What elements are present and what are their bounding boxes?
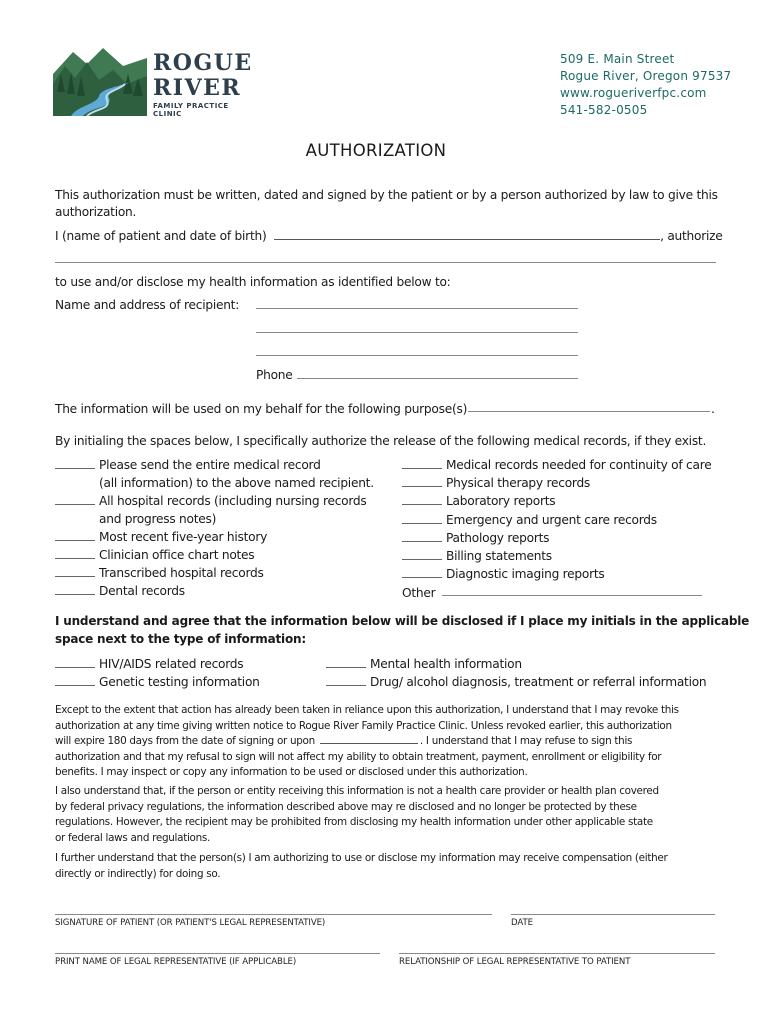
other-field[interactable] — [442, 595, 702, 596]
initial-field[interactable] — [326, 675, 366, 686]
phone-label: Phone — [256, 368, 293, 382]
record-item-entire-cont — [55, 474, 374, 492]
initial-field[interactable] — [402, 458, 442, 469]
patient-name-row — [55, 228, 723, 245]
recipient-field-1[interactable] — [256, 308, 578, 309]
sensitive-left-column — [55, 655, 260, 691]
address-website: www.rogueriverfpc.com — [560, 86, 707, 100]
record-item-history — [55, 528, 374, 546]
logo-line-subtitle: FAMILY PRACTICE CLINIC — [153, 102, 229, 118]
address-city: Rogue River, Oregon 97537 — [560, 69, 732, 83]
sensitive-item-hiv — [55, 655, 260, 673]
patient-signature-label: SIGNATURE OF PATIENT (OR PATIENT'S LEGAL REPRESENTATIVE) — [55, 918, 326, 928]
record-item-lab — [402, 492, 711, 510]
initial-field[interactable] — [402, 567, 442, 578]
record-item-chart — [55, 546, 374, 564]
relationship-label: RELATIONSHIP OF LEGAL REPRESENTATIVE TO PATIENT — [399, 957, 631, 967]
record-label: Please send the entire medical record — [99, 458, 321, 472]
intro-line-1: This authorization must be written, dated and signed by the patient or by a person authorized by law to give this — [55, 188, 718, 202]
record-label: Diagnostic imaging reports — [446, 567, 605, 582]
record-label: Transcribed hospital records — [99, 566, 264, 580]
record-label: All hospital records (including nursing records — [99, 494, 367, 508]
recipient-field-2[interactable] — [256, 332, 578, 333]
record-label: Clinician office chart notes — [99, 548, 255, 562]
divider-line — [55, 262, 716, 263]
record-item-hospital-cont — [55, 510, 374, 528]
record-item-emergency — [402, 511, 711, 529]
legal-line: benefits. I may inspect or copy any information to be used or disclosed under this authorization. — [55, 766, 528, 779]
sensitive-heading-2: space next to the type of information: — [55, 632, 306, 646]
logo-line-river: RIVER — [153, 75, 242, 101]
record-item-other — [402, 584, 711, 602]
patient-name-label: I (name of patient and date of birth) — [55, 229, 267, 243]
address-street: 509 E. Main Street — [560, 52, 675, 66]
record-item-imaging — [402, 565, 711, 583]
initial-field[interactable] — [55, 657, 95, 668]
logo-line-rogue: ROGUE — [153, 50, 253, 76]
purpose-label: The information will be used on my behalf for the following purpose(s) — [55, 402, 468, 416]
initial-field[interactable] — [402, 531, 442, 542]
legal-line: by federal privacy regulations, the information described above may re disclosed and no longer be protected by these — [55, 800, 637, 813]
legal-line: directly or indirectly) for doing so. — [55, 867, 221, 880]
record-item-pathology — [402, 529, 711, 547]
record-item-continuity — [402, 456, 711, 474]
intro-line-2: authorization. — [55, 205, 137, 219]
initial-field[interactable] — [55, 548, 95, 559]
initial-field[interactable] — [55, 530, 95, 541]
legal-line: or federal laws and regulations. — [55, 831, 211, 844]
legal-line: authorization and that my refusal to sign will not affect my ability to obtain treatment, payment, enrollment or eligibility for — [55, 750, 662, 763]
patient-signature-field[interactable] — [55, 914, 492, 915]
print-name-label: PRINT NAME OF LEGAL REPRESENTATIVE (IF APPLICABLE) — [55, 957, 297, 967]
river-landscape-icon — [53, 44, 147, 116]
sensitive-label: Drug/ alcohol diagnosis, treatment or referral information — [370, 675, 707, 689]
initial-field[interactable] — [402, 476, 442, 487]
phone-row — [256, 367, 293, 384]
record-item-hospital — [55, 492, 374, 510]
legal-paragraph-1 — [55, 703, 679, 781]
records-left-column — [55, 456, 374, 600]
sensitive-item-mental — [326, 655, 706, 673]
record-label: Laboratory reports — [446, 494, 556, 509]
clinic-address — [560, 51, 731, 119]
initial-field[interactable] — [55, 675, 95, 686]
expiry-event-field[interactable] — [320, 735, 418, 744]
use-disclose-text: to use and/or disclose my health information as identified below to: — [55, 275, 451, 289]
initial-field[interactable] — [326, 657, 366, 668]
date-field[interactable] — [511, 914, 715, 915]
legal-line-expiry — [55, 734, 679, 750]
print-name-field[interactable] — [55, 953, 380, 954]
sensitive-item-drug — [326, 673, 706, 691]
initial-field[interactable] — [55, 458, 95, 469]
record-item-entire — [55, 456, 374, 474]
initial-field[interactable] — [402, 513, 442, 524]
patient-name-field[interactable] — [274, 229, 660, 240]
initial-field[interactable] — [55, 494, 95, 505]
purpose-end: . — [711, 402, 715, 416]
initial-field[interactable] — [402, 494, 442, 505]
record-label: Most recent five-year history — [99, 530, 268, 544]
legal-line: I further understand that the person(s) I am authorizing to use or disclose my information may receive compensation (either — [55, 852, 668, 864]
record-item-billing — [402, 547, 711, 565]
date-label: DATE — [511, 918, 533, 928]
authorize-text: , authorize — [660, 229, 723, 243]
initial-field[interactable] — [55, 584, 95, 595]
record-label: and progress notes) — [99, 512, 217, 526]
phone-field[interactable] — [297, 378, 578, 379]
relationship-field[interactable] — [399, 953, 715, 954]
sensitive-right-column — [326, 655, 706, 691]
legal-line: regulations. However, the recipient may be prohibited from disclosing my health information under other applicable state — [55, 816, 653, 829]
recipient-label: Name and address of recipient: — [55, 298, 240, 312]
initial-field[interactable] — [55, 566, 95, 577]
initial-field[interactable] — [402, 549, 442, 560]
clinic-logo — [53, 44, 253, 116]
record-item-transcribed — [55, 564, 374, 582]
other-label: Other — [402, 586, 436, 601]
record-item-dental — [55, 582, 374, 600]
sensitive-label: Mental health information — [370, 657, 522, 671]
records-heading: By initialing the spaces below, I specifically authorize the release of the following medical records, if they exist. — [55, 434, 707, 448]
legal-line: authorization at any time giving written notice to Rogue River Family Practice Clinic. Unless revoked earlier, this authorization — [55, 719, 672, 732]
record-label: (all information) to the above named recipient. — [99, 476, 374, 490]
purpose-field[interactable] — [468, 411, 710, 412]
legal-line: Except to the extent that action has already been taken in reliance upon this authorization, I understand that I may revoke this — [55, 704, 679, 716]
sensitive-label: Genetic testing information — [99, 675, 260, 689]
records-right-column — [402, 456, 711, 603]
legal-text: . I understand that I may refuse to sign this — [419, 735, 633, 748]
sensitive-item-genetic — [55, 673, 260, 691]
legal-paragraph-2 — [55, 784, 659, 846]
sensitive-label: HIV/AIDS related records — [99, 657, 244, 671]
record-label: Pathology reports — [446, 530, 550, 545]
record-label: Dental records — [99, 584, 185, 598]
legal-line: I also understand that, if the person or entity receiving this information is not a health care provider or health plan covered — [55, 785, 659, 797]
record-label: Billing statements — [446, 549, 552, 564]
sensitive-heading-1: I understand and agree that the information below will be disclosed if I place my initials in the applicable — [55, 614, 750, 628]
legal-paragraph-3 — [55, 851, 668, 882]
record-label: Emergency and urgent care records — [446, 512, 657, 527]
address-phone: 541-582-0505 — [560, 103, 648, 117]
record-label: Medical records needed for continuity of care — [446, 458, 712, 472]
page-title: AUTHORIZATION — [305, 141, 447, 160]
record-label: Physical therapy records — [446, 476, 591, 491]
legal-text: will expire 180 days from the date of signing or upon — [55, 735, 315, 748]
recipient-field-3[interactable] — [256, 355, 578, 356]
record-item-physical — [402, 474, 711, 492]
